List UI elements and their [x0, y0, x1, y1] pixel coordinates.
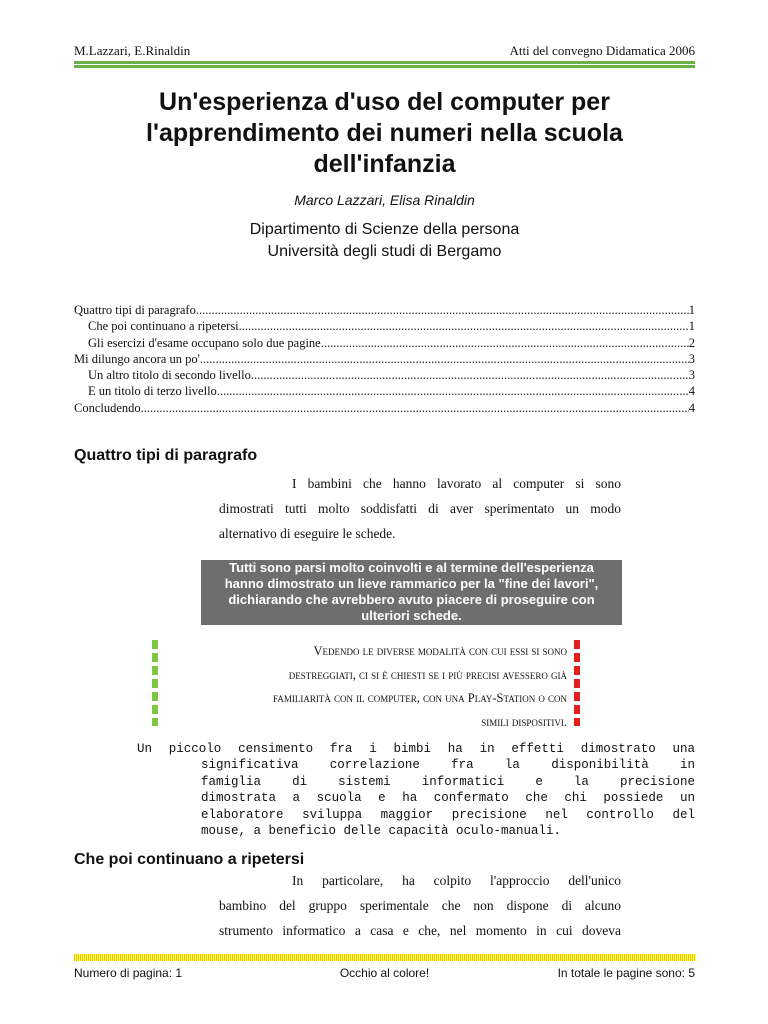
- toc-entry-title: Concludendo: [74, 400, 141, 415]
- paper-title: [74, 87, 695, 180]
- paragraph-line: [219, 868, 621, 893]
- section-heading: Che poi continuano a ripetersi: [74, 851, 305, 868]
- toc-entry-title: E un titolo di terzo livello: [88, 384, 217, 399]
- smallcaps-quote: [152, 640, 580, 729]
- smallcaps-text: [194, 640, 567, 734]
- toc-entry[interactable]: [74, 302, 695, 318]
- title-line: l'apprendimento dei numeri nella scuola: [146, 119, 623, 147]
- affiliation: [74, 219, 695, 263]
- header-rule-top: [74, 61, 695, 64]
- toc-leader: [239, 318, 689, 334]
- section-heading: Quattro tipi di paragrafo: [74, 447, 258, 464]
- toc-entry-page: 4: [688, 384, 695, 399]
- header-authors: M.Lazzari, E.Rinaldin: [74, 43, 191, 58]
- page-footer: [74, 966, 695, 982]
- paragraph-line: bambino del gruppo sperimentale che non dispone di alcuno: [219, 898, 621, 913]
- footer-page-number: Numero di pagina: 1: [74, 966, 183, 980]
- mono-line: dimostrata a scuola e ha confermato che chi possiede un: [201, 791, 695, 806]
- mono-line: Un piccolo censimento fra i bimbi ha in effetti dimostrato una: [137, 742, 695, 756]
- toc-entry-page: 1: [688, 319, 695, 334]
- toc-entry-title: Mi dilungo ancora un po': [74, 351, 200, 366]
- left-dashed-border: [152, 640, 158, 726]
- highlight-line: dichiarando che avrebbero avuto piacere di proseguire con: [228, 592, 595, 607]
- toc-entry-page: 3: [688, 368, 695, 383]
- toc-entry-title: Un altro titolo di secondo livello: [88, 368, 251, 383]
- mono-line: mouse, a beneficio delle capacità oculo-manuali.: [201, 824, 562, 839]
- toc-entry-page: 2: [688, 335, 695, 350]
- toc-entry[interactable]: [74, 400, 695, 416]
- toc-leader: [196, 302, 689, 318]
- toc-leader: [321, 335, 689, 351]
- toc-entry-page: 1: [688, 303, 695, 317]
- paragraph-line: [219, 471, 621, 496]
- table-of-contents: [74, 302, 695, 416]
- toc-entry-page: 3: [688, 351, 695, 366]
- mono-line: significativa correlazione fra la disponibilità in: [201, 758, 695, 773]
- highlight-line: ulteriori schede.: [361, 608, 462, 623]
- header-rule-bottom: [74, 65, 695, 68]
- toc-entry-page: 4: [688, 400, 695, 415]
- smallcaps-line: destreggiati, ci si è chiesti se i più precisi avessero già: [288, 667, 567, 682]
- highlight-line: Tutti sono parsi molto coinvolti e al termine dell'esperienza: [229, 560, 594, 575]
- title-line: dell'infanzia: [313, 150, 456, 178]
- toc-leader: [200, 351, 689, 367]
- paragraph-line-text: In particolare, ha colpito l'approccio dell'unico: [292, 873, 621, 888]
- toc-entry-title: Quattro tipi di paragrafo: [74, 303, 196, 317]
- smallcaps-line: Vedendo le diverse modalità con cui essi si sono: [313, 644, 567, 658]
- toc-leader: [251, 367, 689, 383]
- toc-entry[interactable]: [74, 335, 695, 351]
- highlight-box: [201, 560, 622, 625]
- body-paragraph: [219, 868, 621, 943]
- paragraph-line: strumento informatico a casa e che, nel momento in cui doveva: [219, 923, 621, 938]
- toc-entry[interactable]: [74, 367, 695, 383]
- affiliation-department: Dipartimento di Scienze della persona: [249, 221, 520, 238]
- title-line: Un'esperienza d'uso del computer per: [159, 88, 610, 116]
- mono-line: elaboratore sviluppa maggior precisione nel controllo del: [201, 807, 695, 822]
- paragraph-line-text: I bambini che hanno lavorato al computer si sono: [292, 476, 621, 491]
- monospace-paragraph: [137, 741, 695, 839]
- paragraph-line: alternativo di eseguire le schede.: [219, 526, 396, 541]
- highlight-line: hanno dimostrato un lieve rammarico per la "fine dei lavori",: [224, 576, 599, 591]
- paper-authors: Marco Lazzari, Elisa Rinaldin: [294, 192, 475, 208]
- smallcaps-line: simili dispositivi.: [481, 714, 567, 729]
- smallcaps-line: familiarità con il computer, con una Play-Station o con: [273, 691, 567, 705]
- footer-center-note: Occhio al colore!: [339, 966, 430, 980]
- toc-entry[interactable]: [74, 318, 695, 334]
- toc-leader: [141, 400, 689, 416]
- affiliation-university: Università degli studi di Bergamo: [267, 243, 502, 260]
- body-paragraph: [219, 471, 621, 546]
- paragraph-line: dimostrati tutti molto soddisfatti di aver sperimentato un modo: [219, 501, 621, 516]
- toc-leader: [217, 383, 689, 399]
- toc-entry[interactable]: [74, 351, 695, 367]
- footer-total-pages: In totale le pagine sono: 5: [557, 966, 695, 980]
- footer-rule: [74, 954, 695, 961]
- toc-entry-title: Che poi continuano a ripetersi: [88, 319, 239, 334]
- right-dashed-border: [574, 640, 580, 726]
- toc-entry-title: Gli esercizi d'esame occupano solo due pagine: [88, 335, 321, 350]
- mono-line: famiglia di sistemi informatici e la precisione: [201, 774, 695, 789]
- header-proceedings: Atti del convegno Didamatica 2006: [509, 43, 695, 58]
- toc-entry[interactable]: [74, 383, 695, 399]
- running-header: [74, 43, 695, 59]
